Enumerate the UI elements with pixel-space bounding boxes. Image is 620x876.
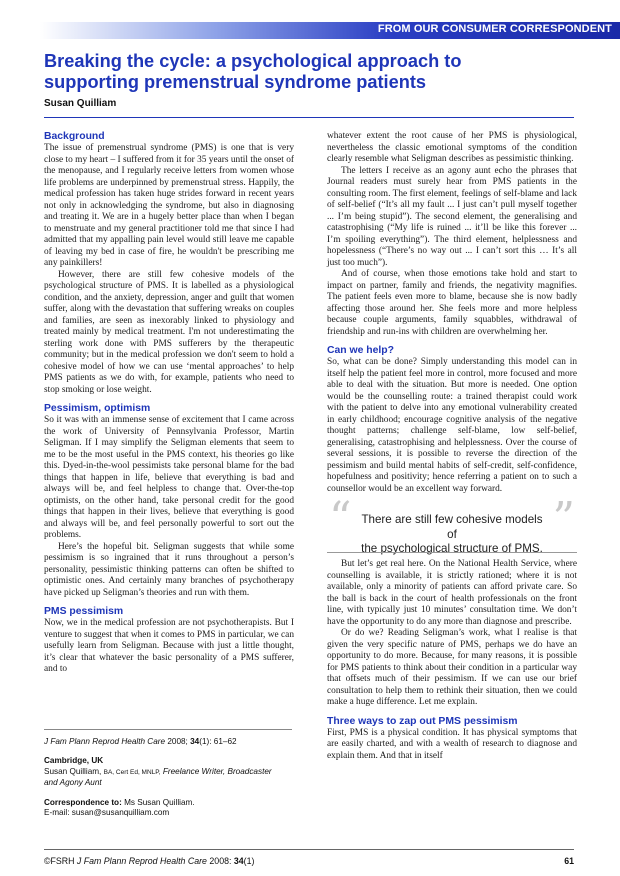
title-line: Breaking the cycle: a psychological approach to bbox=[44, 51, 462, 71]
section-heading: PMS pessimism bbox=[44, 606, 124, 617]
pull-quote-line: There are still few cohesive models of bbox=[361, 513, 543, 541]
article-author: Susan Quilliam bbox=[44, 98, 117, 109]
paragraph: But let’s get real here. On the National Health Service, where counselling is available, it is strictly rationed; where it is not available, only a minority of patients can afford private care. So the ball is back in the court of health professionals on the front line, with typically just 10 minutes’ consultation time. We don’t have the opportunity to do any more than diagnose and prescribe. bbox=[327, 559, 577, 627]
paragraph: And of course, when those emotions take hold and start to impact on partner, family and friends, the negativity magnifies. The patient feels even more to blame, because she is now badly affecting those around her. She feels more and more helpless because couple arguments, family squabbles, withdrawal of friendship and run-ins with children are overwhelming her. bbox=[327, 269, 577, 337]
title-line: supporting premenstrual syndrome patients bbox=[44, 72, 426, 92]
paragraph: Now, we in the medical profession are not psychotherapists. But I venture to suggest that when it comes to PMS in particular, we can usefully learn from Seligman. Because with just a little thought, it’s clear that whatever the basic personality of a PMS sufferer, and to bbox=[44, 618, 294, 674]
section-label: FROM OUR CONSUMER CORRESPONDENT bbox=[377, 23, 612, 35]
section-heading: Three ways to zap out PMS pessimism bbox=[327, 715, 518, 727]
pull-quote bbox=[327, 493, 577, 555]
citation: J Fam Plann Reprod Health Care 2008; 34(1): 61–62 bbox=[44, 737, 237, 746]
paragraph: whatever extent the root cause of her PMS is physiological, nevertheless the classic emotional symptoms of the condition clearly resemble what Seligman describes as pessimistic thinking. bbox=[327, 131, 577, 164]
section-heading: Can we help? bbox=[327, 345, 394, 356]
author-role: and Agony Aunt bbox=[44, 778, 102, 788]
author-affiliation: Susan Quilliam, BA, Cert Ed, MNLP, Freelance Writer, Broadcaster bbox=[44, 766, 272, 776]
pull-quote-text bbox=[361, 513, 543, 557]
section-heading: Pessimism, optimism bbox=[44, 403, 151, 414]
paragraph: First, PMS is a physical condition. It has physical symptoms that are easily charted, and with a wealth of research to diagnose and explain them. And that in itself bbox=[327, 727, 577, 761]
open-quote-icon: “ bbox=[329, 493, 352, 544]
paragraph: Or do we? Reading Seligman’s work, what I realise is that given the very specific nature of PMS, perhaps we do have an opportunity to do more. Because, for many reasons, it is possible for PMS patients to think about their condition in a particular way that offsets much of their pessimism. If we can use our brief consultation to help them to rethink their situation, then we could make a huge difference. Let me explain. bbox=[327, 628, 577, 707]
paragraph: Here’s the hopeful bit. Seligman suggests that while some pessimism is so ingrained that it runs throughout a person’s personality, pessimistic thinking patterns can often be shifted to optimistic ones. And certainly many branches of psychotherapy have picked up Seligman’s theories and run with them. bbox=[44, 541, 294, 598]
article-title bbox=[44, 51, 584, 93]
page-footer: ©FSRH J Fam Plann Reprod Health Care 2008: 34(1) bbox=[44, 856, 255, 866]
location: Cambridge, UK bbox=[44, 756, 104, 766]
right-column bbox=[327, 131, 577, 762]
paragraph: The letters I receive as an agony aunt echo the phrases that Journal readers must surely hear from PMS patients in the consulting room. The first element, feelings of self-blame and lack of self-belief (“It’s all my fault ... I just can’t pull myself together ... I’m being stupid”). The second element, the generalising and catastrophising (“My life is ruined ... it’ll be like this forever ... I’m spoiling everything”). The third element, helplessness and hopelessness (“There’s no way out ... I can’t sort this … It’s all just too much”). bbox=[327, 165, 577, 268]
section-header-bar bbox=[40, 22, 620, 39]
title-divider bbox=[44, 117, 574, 118]
footer-divider bbox=[44, 849, 574, 850]
paragraph: So it was with an immense sense of excitement that I came across the work of University of Pennsylvania Professor, Martin Seligman. If I may simplify the Seligman elements that seem to me to be the most useful in the PMS context, his theories go like this. Dyed-in-the-wool pessimists take personal blame for the bad things that happen in life, believe that everything is bad and always will be, and feel helpless to change that. Over-the-top optimists, on the other hand, take personal credit for the good things that happen in their lives, believe that everything is good and always will be, and feel personally powerful to sort out the problems. bbox=[44, 415, 294, 540]
close-quote-icon: ” bbox=[552, 493, 575, 544]
left-column bbox=[44, 131, 294, 676]
affiliation-block bbox=[44, 737, 294, 818]
page-number: 61 bbox=[564, 856, 574, 866]
pull-quote-rule bbox=[327, 552, 577, 553]
paragraph: However, there are still few cohesive models of the psychological structure of PMS. It is labelled as a physiological condition, and the anxiety, depression, anger and guilt that women suffer, along with the devastation that suffering wreaks on couples and families, are seen as inexorably linked to physiology and treated mainly by medical treatment. I'm not underestimating the sterling work done with PMS sufferers by the therapeutic community; but in the medical profession we don't seem to hold a cohesive model of how we can use ‘mental approaches’ to help PMS patients as we do with, for example, patients who need to stop smoking or lose weight. bbox=[44, 269, 294, 395]
pull-quote-line: the psychological structure of PMS. bbox=[361, 542, 543, 555]
paragraph: The issue of premenstrual syndrome (PMS) is one that is very close to my heart – I suffered from it for 35 years until the onset of the menopause, and I regularly receive letters from women whose life problems are underpinned by premenstrual stress. Happily, the medical profession has taken huge strides forward in recent years not only in acknowledging the syndrome, but also in diagnosing and treating it. We are in a hugely better place than when I began to menstruate and my general practitioner told me that since I had admitted that my appalling pain level would still leave me capable of leaving my bed in case of fire, he wouldn't be prescribing me any painkillers! bbox=[44, 143, 294, 268]
affiliation-divider bbox=[44, 729, 292, 730]
paragraph: So, what can be done? Simply understanding this model can in itself help the patient feel more in control, more focused and more able to deal with the situation. But more is needed. One option would be the counselling route: a trained therapist could work with the patient to delve into any emotional vulnerability created in early childhood; encourage cognitive analysis of the negative thought patterns; challenge self-blame, low self-belief, generalising, catastrophising and helplessness. Over the course of several sessions, it is possible to reverse the direction of the pessimism and build mental habits of self-credit, self-confidence, hopefulness and positivity; hence referring a patient on to such a counsellor would be an excellent way forward. bbox=[327, 357, 577, 494]
email-link[interactable]: E-mail: susan@susanquilliam.com bbox=[44, 808, 170, 818]
section-heading: Background bbox=[44, 131, 105, 142]
correspondence: Correspondence to: Ms Susan Quilliam. bbox=[44, 797, 195, 807]
